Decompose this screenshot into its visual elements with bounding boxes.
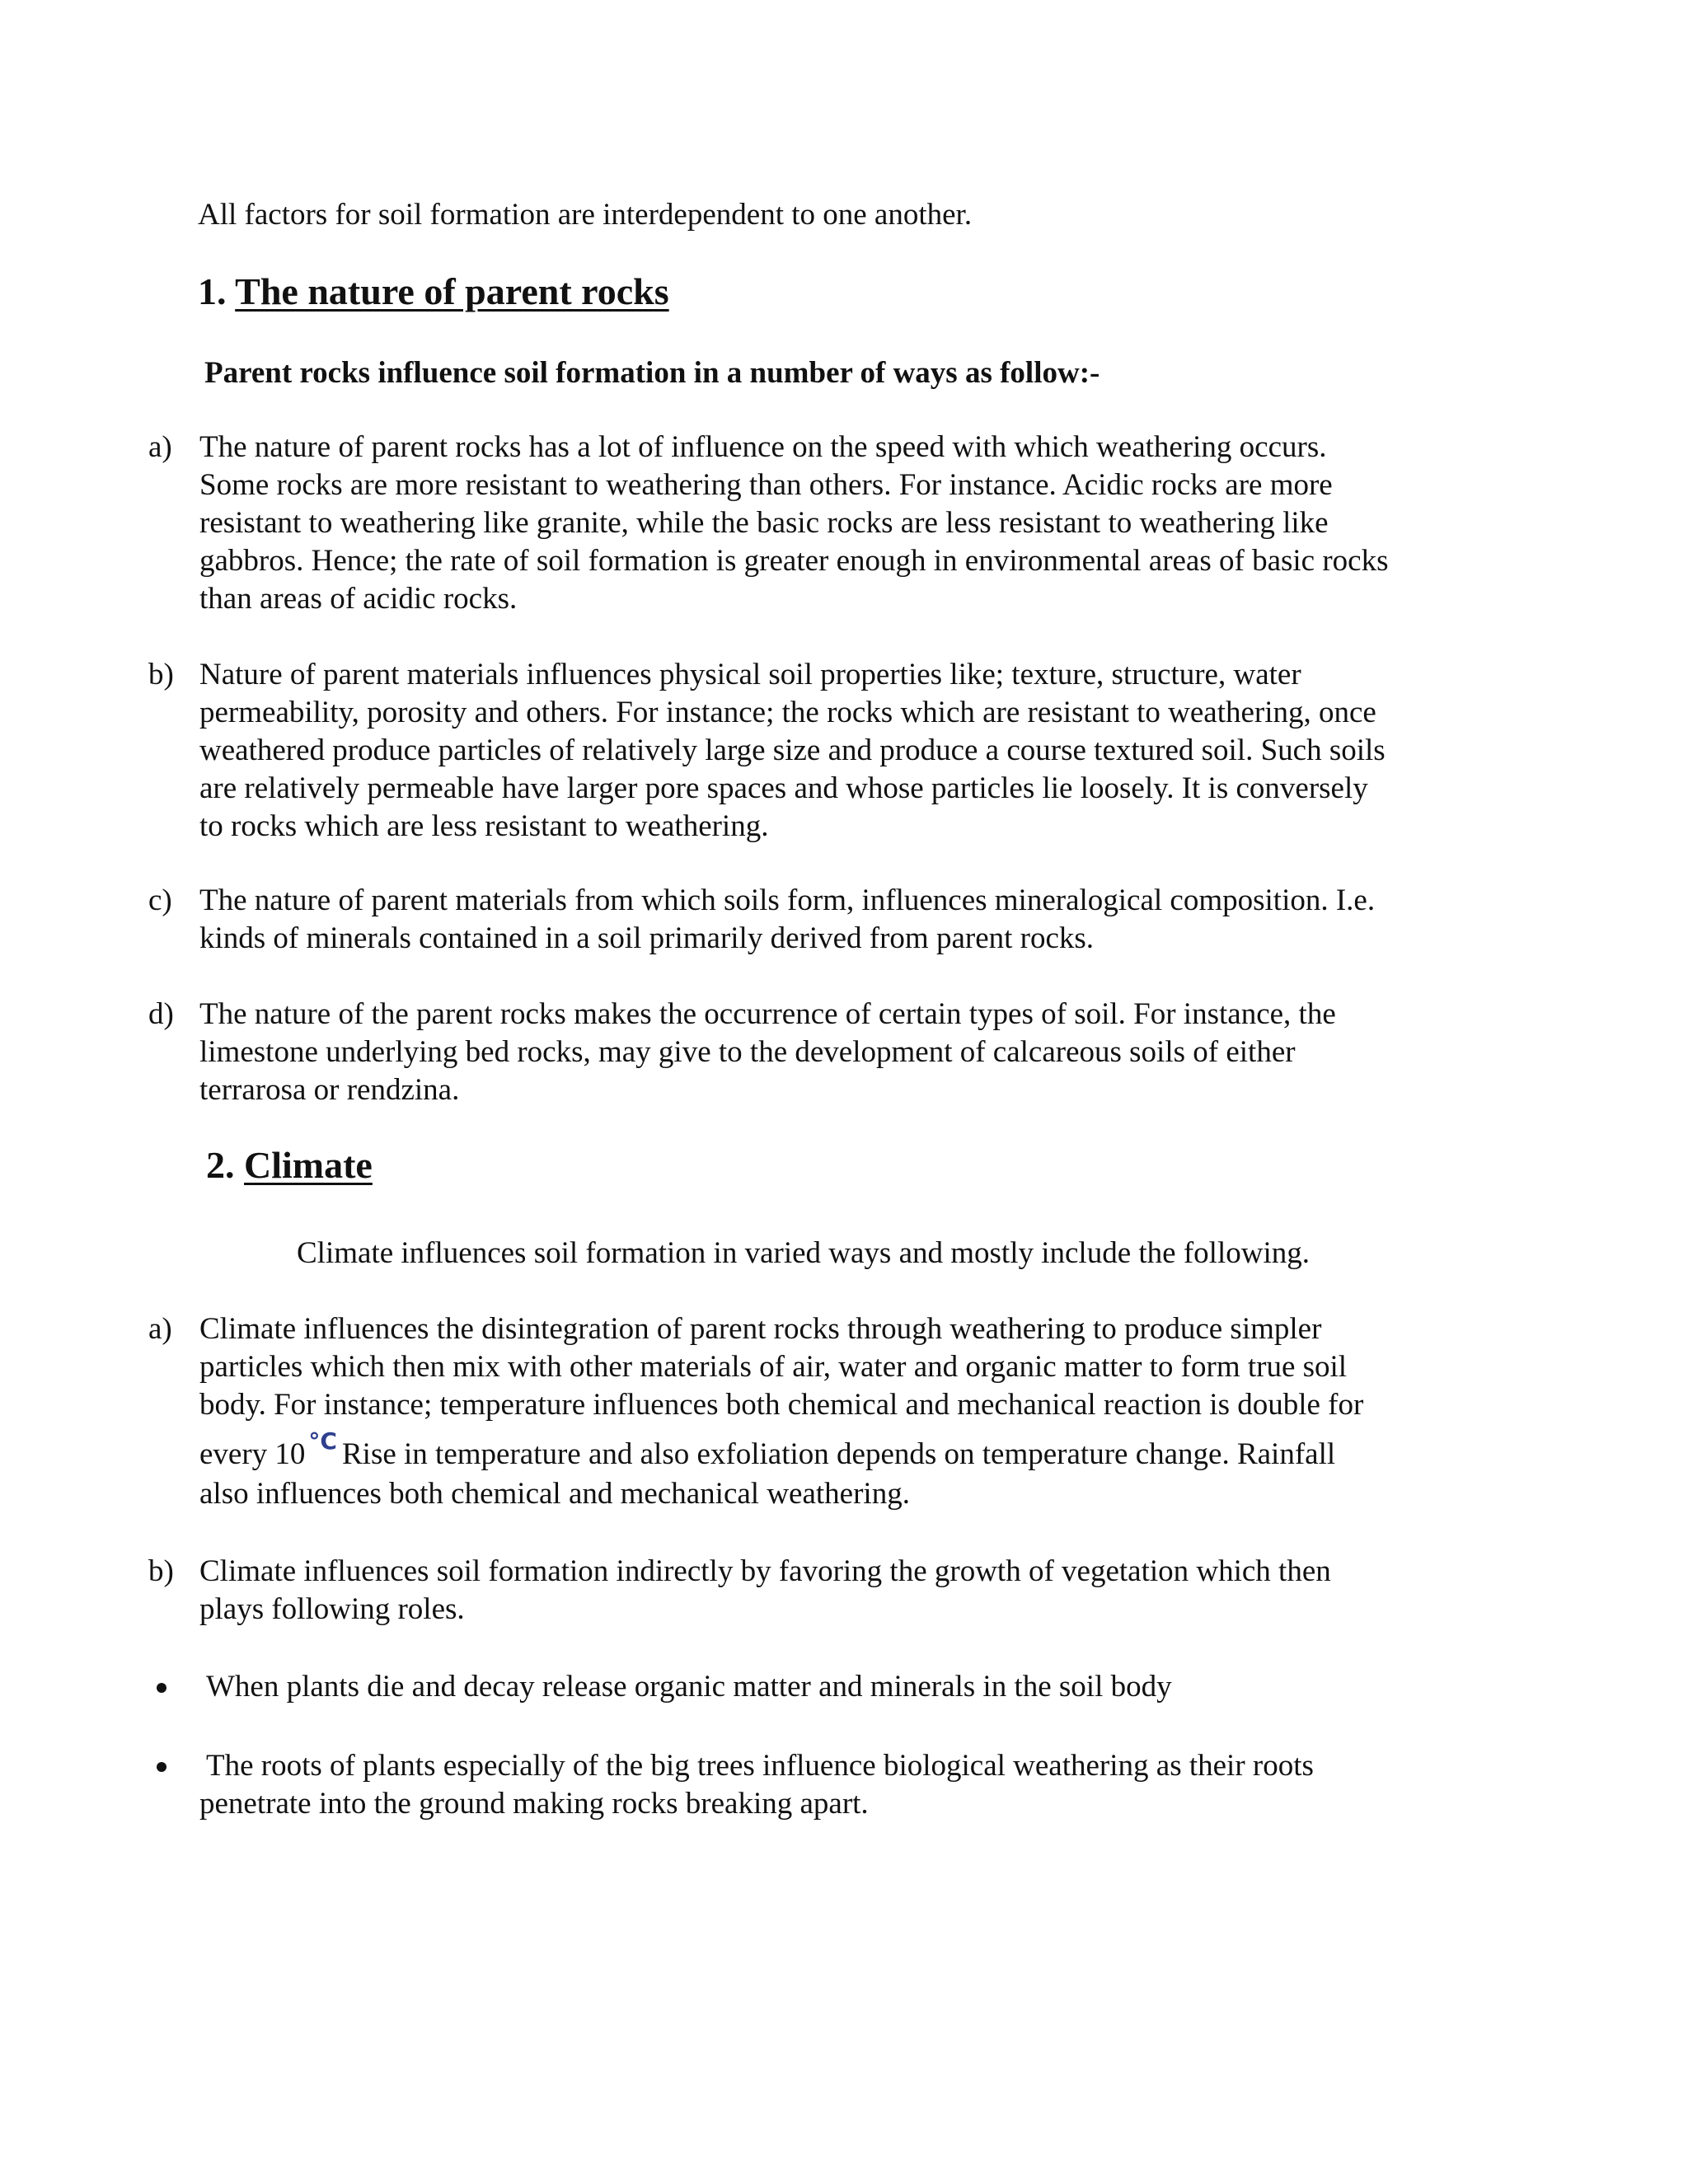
bullet-icon <box>157 1762 166 1772</box>
section-1-heading <box>198 269 669 315</box>
item-text <box>199 882 1500 958</box>
section-2-title: Climate <box>244 1144 373 1186</box>
section-1-item-d <box>148 996 1500 1109</box>
section-2-heading <box>206 1142 373 1188</box>
item-line: also influences both chemical and mechanical weathering. <box>199 1477 910 1511</box>
item-marker: d) <box>148 997 174 1031</box>
item-line: weathered produce particles of relatively large size and produce a course textured soil. Such soils <box>199 733 1386 767</box>
item-line: to rocks which are less resistant to weathering. <box>199 809 769 843</box>
item-text <box>199 429 1500 618</box>
section-1-title: The nature of parent rocks <box>235 270 669 312</box>
section-2-number: 2. <box>206 1144 235 1186</box>
item-line: particles which then mix with other materials of air, water and organic matter to form true soil <box>199 1350 1348 1384</box>
item-text <box>199 1747 1500 1823</box>
item-marker: a) <box>148 1312 172 1346</box>
item-line: When plants die and decay release organic matter and minerals in the soil body <box>206 1670 1172 1704</box>
item-line: terrarosa or rendzina. <box>199 1073 460 1107</box>
intro-text: All factors for soil formation are interdependent to one another. <box>198 198 973 232</box>
item-line <box>199 1427 1500 1475</box>
item-line: Climate influences the disintegration of parent rocks through weathering to produce simpler <box>199 1312 1322 1346</box>
bullet-item <box>148 1668 1500 1706</box>
item-text <box>199 1310 1500 1513</box>
section-2-item-b <box>148 1553 1500 1629</box>
item-line: plays following roles. <box>199 1592 465 1626</box>
item-line-fragment: Rise in temperature and also exfoliation depends on temperature change. Rainfall <box>341 1437 1336 1471</box>
item-line: The roots of plants especially of the big trees influence biological weathering as their roots <box>206 1749 1314 1783</box>
item-line: The nature of the parent rocks makes the occurrence of certain types of soil. For instance, the <box>199 997 1336 1031</box>
item-text <box>199 656 1500 846</box>
item-marker: c) <box>148 883 172 917</box>
item-line: body. For instance; temperature influences both chemical and mechanical reaction is double for <box>199 1388 1364 1422</box>
item-text <box>199 1553 1500 1629</box>
item-line-fragment: every 10 <box>199 1437 306 1471</box>
bullet-item <box>148 1747 1500 1823</box>
item-line: The nature of parent rocks has a lot of influence on the speed with which weathering occurs. <box>199 430 1327 464</box>
degree-celsius-symbol: °C <box>308 1427 337 1455</box>
item-text <box>199 996 1500 1109</box>
section-2-lead: Climate influences soil formation in varied ways and mostly include the following. <box>297 1236 1310 1270</box>
item-line: than areas of acidic rocks. <box>199 582 518 616</box>
item-line: penetrate into the ground making rocks breaking apart. <box>199 1787 869 1821</box>
section-1-number: 1. <box>198 270 227 312</box>
item-text <box>206 1668 1500 1706</box>
section-1-item-c <box>148 882 1500 958</box>
item-line: The nature of parent materials from which soils form, influences mineralogical composition. I.e. <box>199 883 1376 917</box>
item-line: gabbros. Hence; the rate of soil formation is greater enough in environmental areas of basic rocks <box>199 544 1389 578</box>
item-marker: b) <box>148 658 174 691</box>
item-line: limestone underlying bed rocks, may give to the development of calcareous soils of either <box>199 1035 1296 1069</box>
bullet-icon <box>157 1683 166 1693</box>
item-marker: b) <box>148 1554 174 1588</box>
section-1-lead: Parent rocks influence soil formation in a number of ways as follow:- <box>204 356 1100 390</box>
item-line: Nature of parent materials influences physical soil properties like; texture, structure, water <box>199 658 1301 691</box>
item-line: resistant to weathering like granite, while the basic rocks are less resistant to weathering like <box>199 506 1329 540</box>
item-line: Some rocks are more resistant to weathering than others. For instance. Acidic rocks are more <box>199 468 1333 502</box>
item-marker: a) <box>148 430 172 464</box>
section-2-item-a <box>148 1310 1500 1513</box>
item-line: permeability, porosity and others. For instance; the rocks which are resistant to weathering, once <box>199 696 1376 729</box>
item-line: are relatively permeable have larger pore spaces and whose particles lie loosely. It is conversely <box>199 771 1368 805</box>
item-line: Climate influences soil formation indirectly by favoring the growth of vegetation which then <box>199 1554 1331 1588</box>
section-1-item-a <box>148 429 1500 618</box>
item-line: kinds of minerals contained in a soil primarily derived from parent rocks. <box>199 921 1095 955</box>
section-1-item-b <box>148 656 1500 846</box>
